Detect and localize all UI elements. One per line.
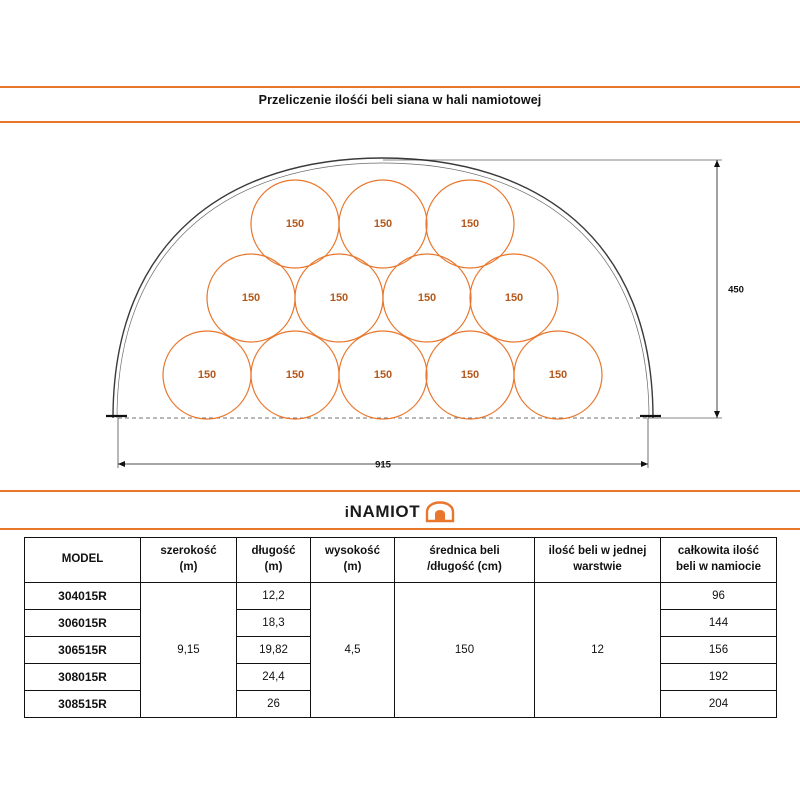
- cell-length: 12,2: [237, 583, 311, 610]
- cell-length: 19,82: [237, 637, 311, 664]
- divider-top: [0, 86, 800, 88]
- brand-name-main: NAMIOT: [349, 502, 421, 521]
- cell-length: 26: [237, 691, 311, 718]
- header-height-line1: wysokość: [325, 545, 380, 558]
- cell-model: 304015R: [25, 583, 141, 610]
- bale-label: 150: [460, 369, 480, 381]
- cell-length: 18,3: [237, 610, 311, 637]
- bale-label: 150: [373, 218, 393, 230]
- header-model: [25, 538, 141, 583]
- bale-label: 150: [460, 218, 480, 230]
- cell-per-layer-merged: 12: [535, 583, 661, 718]
- width-dimension-label: 915: [375, 459, 391, 471]
- bale-label: 150: [241, 292, 261, 304]
- cell-length: 24,4: [237, 664, 311, 691]
- header-length: [237, 538, 311, 583]
- cell-total: 156: [661, 637, 777, 664]
- cell-total: 204: [661, 691, 777, 718]
- header-length-line2: (m): [264, 561, 283, 573]
- bale-label: 150: [329, 292, 349, 304]
- tent-cross-section-diagram: [0, 128, 800, 486]
- brand-logo: [0, 497, 800, 527]
- height-arrow-bottom: [714, 411, 720, 418]
- bale-label: 150: [373, 369, 393, 381]
- divider-under-title: [0, 121, 800, 123]
- diagram-svg: [0, 128, 800, 486]
- header-length-line1: długość: [251, 545, 296, 558]
- table-row: [25, 583, 777, 610]
- tent-arch-icon: [425, 501, 455, 523]
- height-dimension-label: 450: [728, 284, 744, 296]
- brand-name: [345, 502, 420, 522]
- cell-total: 192: [661, 664, 777, 691]
- header-diameter-line2: /długość (cm): [427, 561, 502, 573]
- header-diameter-line1: średnica beli: [429, 545, 500, 558]
- width-arrow-left: [118, 461, 125, 467]
- brand-name-prefix: i: [344, 504, 350, 521]
- cell-model: 308015R: [25, 664, 141, 691]
- bale-label: 150: [285, 369, 305, 381]
- cell-model: 306515R: [25, 637, 141, 664]
- header-total: [661, 538, 777, 583]
- header-diameter: [395, 538, 535, 583]
- header-height-line2: (m): [343, 561, 362, 573]
- bale-label: 150: [197, 369, 217, 381]
- cell-total: 96: [661, 583, 777, 610]
- header-per-layer-line1: ilość beli w jednej: [548, 545, 647, 558]
- header-per-layer-line2: warstwie: [573, 561, 622, 573]
- header-model-line1: MODEL: [61, 553, 104, 566]
- cell-model: 308515R: [25, 691, 141, 718]
- divider-below-logo: [0, 528, 800, 530]
- specs-table-wrapper: [24, 537, 776, 718]
- header-width-line2: (m): [179, 561, 198, 573]
- width-arrow-right: [641, 461, 648, 467]
- bale-label: 150: [417, 292, 437, 304]
- header-height: [311, 538, 395, 583]
- bale-label: 150: [285, 218, 305, 230]
- header-width: [141, 538, 237, 583]
- divider-above-logo: [0, 490, 800, 492]
- header-per-layer: [535, 538, 661, 583]
- header-total-line2: beli w namiocie: [676, 561, 761, 573]
- bale-label: 150: [504, 292, 524, 304]
- header-total-line1: całkowita ilość: [677, 545, 760, 558]
- cell-height-merged: 4,5: [311, 583, 395, 718]
- cell-model: 306015R: [25, 610, 141, 637]
- cell-diameter-merged: 150: [395, 583, 535, 718]
- table-header-row: [25, 538, 777, 583]
- page-title: Przeliczenie ilośći beli siana w hali namiotowej: [258, 93, 542, 107]
- height-arrow-top: [714, 160, 720, 167]
- cell-width-merged: 9,15: [141, 583, 237, 718]
- cell-total: 144: [661, 610, 777, 637]
- header-width-line1: szerokość: [160, 545, 217, 558]
- bale-label: 150: [548, 369, 568, 381]
- specs-table: [24, 537, 777, 718]
